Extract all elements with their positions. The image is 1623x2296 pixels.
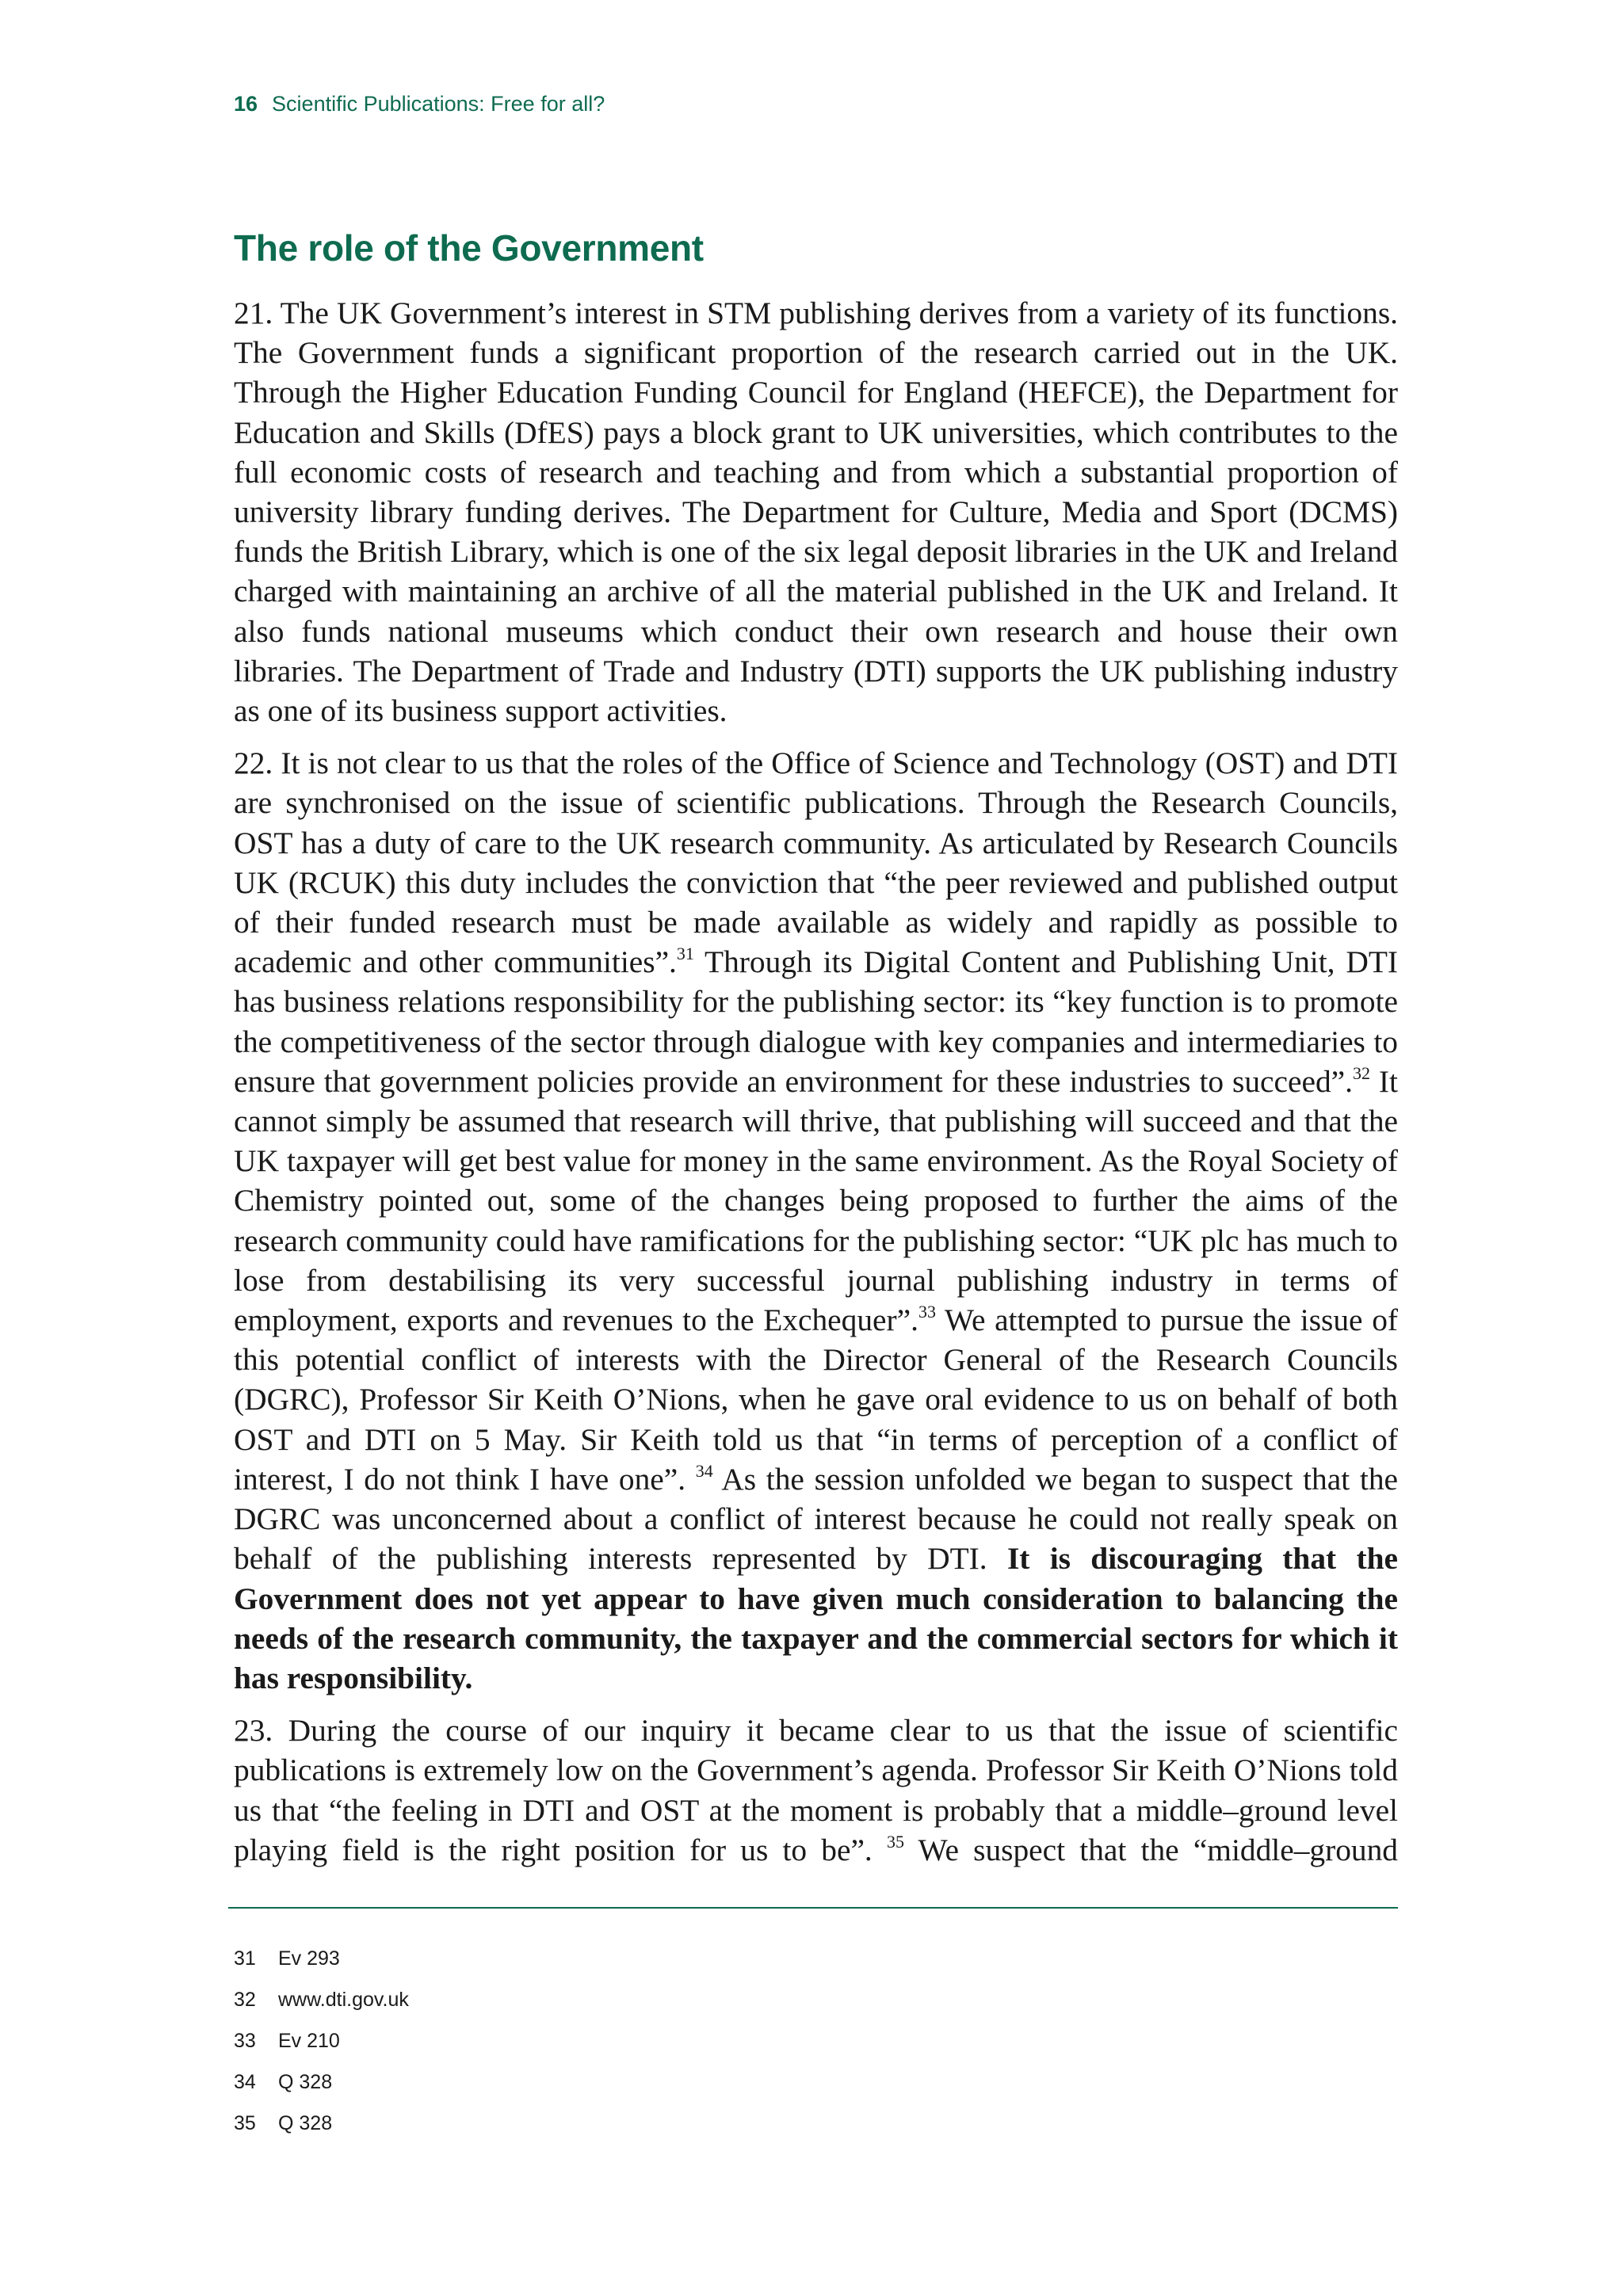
- page-number: 16: [234, 92, 258, 116]
- footnote-link[interactable]: www.dti.gov.uk: [278, 1989, 409, 2011]
- paragraph-21: 21. The UK Government’s interest in STM publishing derives from a variety of its functions. The Government funds a significant proportion of the research carried out in the UK. Through the Higher Education Funding Council for England (HEFCE), the Department for Education and Skills (DfES) pays a block grant to UK universities, which contributes to the full economic costs of research and teaching and from which a substantial proportion of university library funding derives. The Department for Culture, Media and Sport (DCMS) funds the British Library, which is one of the six legal deposit libraries in the UK and Ireland charged with maintaining an archive of all the material published in the UK and Ireland. It also funds national museums which conduct their own research and house their own libraries. The Department of Trade and Industry (DTI) supports the UK publishing industry as one of its business support activities.: [234, 296, 1398, 729]
- paragraph-22-text: It cannot simply be assumed that research will thrive, that publishing will succeed and that the UK taxpayer will get best value for money in the same environment. As the Royal Society of Chemistry pointed out, some of the changes being proposed to further the aims of the research community could have ramifications for the publishing sector: “UK plc has much to lose from destabilising its very successful journal publishing industry in terms of employment, exports and revenues to the Exchequer”.: [234, 1063, 1398, 1338]
- paragraph-22-text: As the session unfolded we began to suspect that the DGRC was unconcerned about a conflict of interest because he could not really speak on behalf of the publishing interests represented by DTI.: [234, 1461, 1398, 1577]
- footnote-number: 31: [234, 1947, 256, 1970]
- footnote-text: Q 328: [278, 2071, 333, 2093]
- footnote-ref-31[interactable]: 31: [676, 944, 694, 964]
- footnote-ref-34[interactable]: 34: [695, 1460, 713, 1481]
- footnote-number: 32: [234, 1989, 256, 2011]
- body-text: [234, 293, 1398, 1882]
- footnote-35: [234, 2112, 409, 2153]
- footnote-ref-33[interactable]: 33: [918, 1301, 936, 1322]
- footnote-33: [234, 2030, 409, 2071]
- footnote-ref-32[interactable]: 32: [1353, 1062, 1370, 1083]
- footnotes: [234, 1947, 409, 2153]
- footnote-34: [234, 2071, 409, 2112]
- footnote-text: Q 328: [278, 2112, 333, 2134]
- paragraph-23: [234, 1711, 1398, 1870]
- paragraph-22-text: 22. It is not clear to us that the roles of the Office of Science and Technology (OST) and DTI are synchronised on the issue of scientific publications. Through the Research Councils, OST has a duty of care to the UK research community. As articulated by Research Councils UK (RCUK) this duty includes the conviction that “the peer reviewed and published output of their funded research must be made available as widely and rapidly as possible to academic and other communities”.: [234, 746, 1398, 980]
- section-heading: The role of the Government: [234, 227, 704, 269]
- footnote-ref-35[interactable]: 35: [886, 1831, 904, 1852]
- footnote-number: 35: [234, 2112, 256, 2134]
- running-header: [234, 92, 605, 116]
- footnote-number: 33: [234, 2030, 256, 2052]
- paragraph-23-text: We suspect that the “middle–ground: [903, 1832, 1398, 1867]
- paragraph-22-text: Through its Digital Content and Publishing Unit, DTI has business relations responsibility for the publishing sector: its “key function is to promote the competitiveness of the sector through dialogue with key companies and intermediaries to ensure that government policies provide an environment for these industries to succeed”.: [234, 944, 1398, 1099]
- footnote-divider: [228, 1907, 1398, 1909]
- footnote-31: [234, 1947, 409, 1989]
- paragraph-22-conclusion: It is discouraging that the Government does not yet appear to have given much consideration to balancing the needs of the research community, the taxpayer and the commercial sectors for which it has responsibility.: [234, 1541, 1398, 1695]
- paragraph-23-text: 23. During the course of our inquiry it became clear to us that the issue of scientific publications is extremely low on the Government’s agenda. Professor Sir Keith O’Nions told us that “the feeling in DTI and OST at the moment is probably that a middle–ground level playing field is the right position for us to be”.: [234, 1713, 1398, 1867]
- paragraph-22-text: We attempted to pursue the issue of this potential conflict of interests with the Director General of the Research Councils (DGRC), Professor Sir Keith O’Nions, when he gave oral evidence to us on behalf of both OST and DTI on 5 May. Sir Keith told us that “in terms of perception of a conflict of interest, I do not think I have one”.: [234, 1302, 1399, 1497]
- footnote-text: Ev 293: [278, 1947, 340, 1970]
- document-title: Scientific Publications: Free for all?: [272, 92, 605, 116]
- footnote-number: 34: [234, 2071, 256, 2093]
- footnote-32: [234, 1989, 409, 2030]
- footnote-text: Ev 210: [278, 2030, 340, 2052]
- paragraph-22: [234, 743, 1398, 1698]
